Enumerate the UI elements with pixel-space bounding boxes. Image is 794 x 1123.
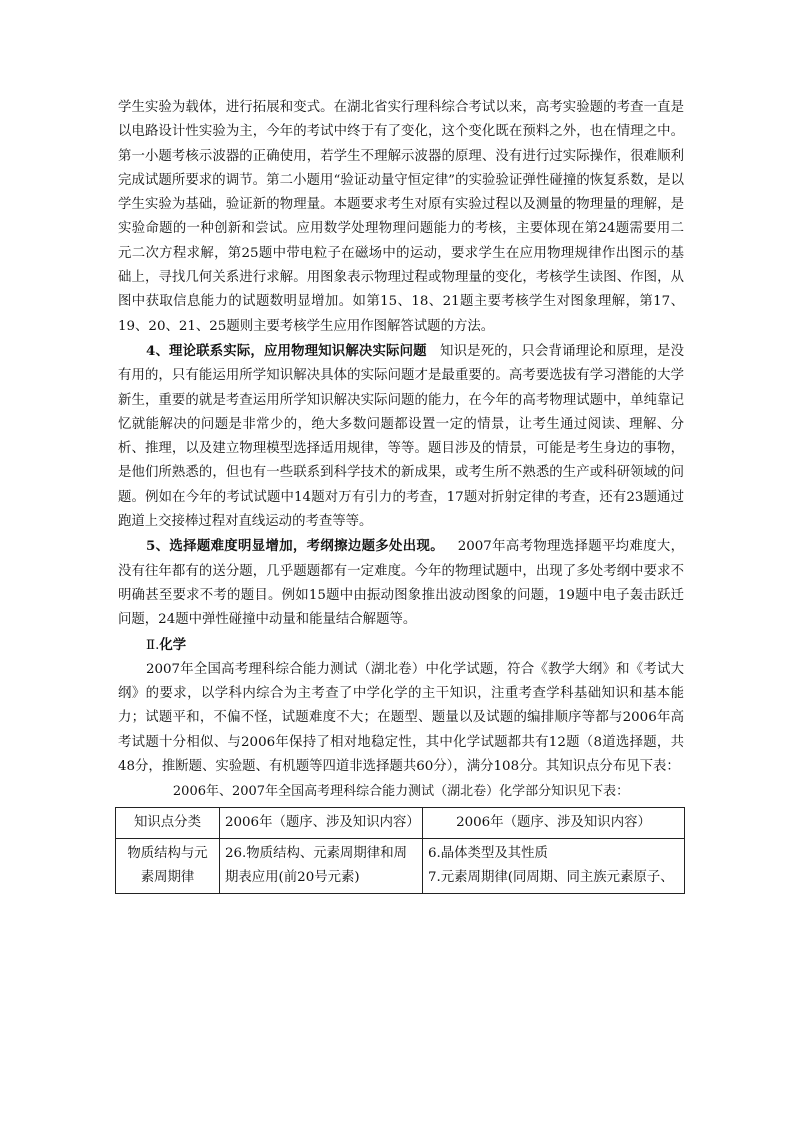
physics-point-5 xyxy=(118,534,684,632)
cell-line: 6.晶体类型及其性质 xyxy=(428,845,548,861)
cell-line: 7.元素周期律(同周期、同主族元素原子、 xyxy=(428,869,674,885)
cell-line: 26.物质结构、元素周期律和周 xyxy=(225,845,407,861)
table-header-row xyxy=(116,807,685,838)
point-5-heading: 5、选择题难度明显增加，考纲擦边题多处出现。 xyxy=(146,538,444,555)
table-cell-2007 xyxy=(423,838,685,893)
table-header-cell: 2006年（题序、涉及知识内容） xyxy=(423,807,685,838)
table-row xyxy=(116,838,685,893)
point-4-text: 知识是死的，只会背诵理论和原理，是没有用的，只有能运用所学知识解决具体的实际问题才是最重要的。高考要选拔有学习潜能的大学新生，重要的就是考查运用所学知识解决实际问题的能力，在今年的高考物理试题中，单纯靠记忆就能解决的问题是非常少的，绝大多数问题都设置一定的情景，让考生通过阅读、理解、分析、推理，以及建立物理模型选择适用规律，等等。题目涉及的情景，可能是考生身边的事物，是他们所熟悉的，但也有一些联系到科学技术的新成果，或考生所不熟悉的生产或科研领域的问题。例如在今年的考试试题中14题对万有引力的考查，17题对折射定律的考查，还有23题通过跑道上交接棒过程对直线运动的考查等等。 xyxy=(118,343,684,530)
chemistry-heading-number: Ⅱ. xyxy=(146,637,160,653)
point-5-text: 2007年高考物理选择题平均难度大，没有往年都有的送分题，几乎题题都有一定难度。今年的物理试题中，出现了多处考纲中要求不明确甚至要求不考的题目。例如15题中由振动图象推出波动图象的问题，19题中电子轰击跃迁问题，24题中弹性碰撞中动量和能量结合解题等。 xyxy=(118,539,684,628)
point-4-heading: 4、理论联系实际，应用物理知识解决实际问题 xyxy=(146,342,427,359)
table-cell-category xyxy=(116,838,220,893)
document-body xyxy=(118,96,684,894)
cell-line: 物质结构与元 xyxy=(127,845,208,861)
cell-line: 素周期律 xyxy=(140,869,195,885)
table-header-cell: 知识点分类 xyxy=(116,807,220,838)
chemistry-heading-label: 化学 xyxy=(159,636,187,653)
table-header-cell: 2006年（题序、涉及知识内容） xyxy=(220,807,423,838)
table-cell-2006 xyxy=(220,838,423,893)
cell-line: 期表应用(前20号元素) xyxy=(225,869,360,885)
table-caption: 2006年、2007年全国高考理科综合能力测试（湖北卷）化学部分知识见下表： xyxy=(172,784,630,800)
knowledge-table xyxy=(115,807,685,894)
chemistry-intro-paragraph: 2007年全国高考理科综合能力测试（湖北卷）中化学试题，符合《教学大纲》和《考试大纲》的要求，以学科内综合为主考查了中学化学的主干知识，注重考查学科基础知识和基本能力；试题平和，不偏不怪，试题难度不大；在题型、题量以及试题的编排顺序等都与2006年高考试题十分相似、与2006年保持了相对地稳定性，其中化学试题都共有12题（8道选择题，共48分，推断题、实验题、有机题等四道非选择题共60分），满分108分。其知识点分布见下表： xyxy=(118,661,684,775)
chemistry-section-heading xyxy=(118,633,684,658)
physics-point-4 xyxy=(118,339,684,534)
physics-paragraph-experiments: 学生实验为载体，进行拓展和变式。在湖北省实行理科综合考试以来，高考实验题的考查一直是以电路设计性实验为主，今年的考试中终于有了变化，这个变化既在预料之外，也在情理之中。第一小题考核示波器的正确使用，若学生不理解示波器的原理、没有进行过实际操作，很难顺利完成试题所要求的调节。第二小题用“验证动量守恒定律”的实验验证弹性碰撞的恢复系数，是以学生实验为基础，验证新的物理量。本题要求考生对原有实验过程以及测量的物理量的理解，是实验命题的一种创新和尝试。应用数学处理物理问题能力的考核，主要体现在第24题需要用二元二次方程求解，第25题中带电粒子在磁场中的运动，要求学生在应用物理规律作出图示的基础上，寻找几何关系进行求解。用图象表示物理过程或物理量的变化，考核学生读图、作图，从图中获取信息能力的试题数明显增加。如第15、18、21题主要考核学生对图象理解，第17、19、20、21、25题则主要考核学生应用作图解答试题的方法。 xyxy=(118,100,684,334)
